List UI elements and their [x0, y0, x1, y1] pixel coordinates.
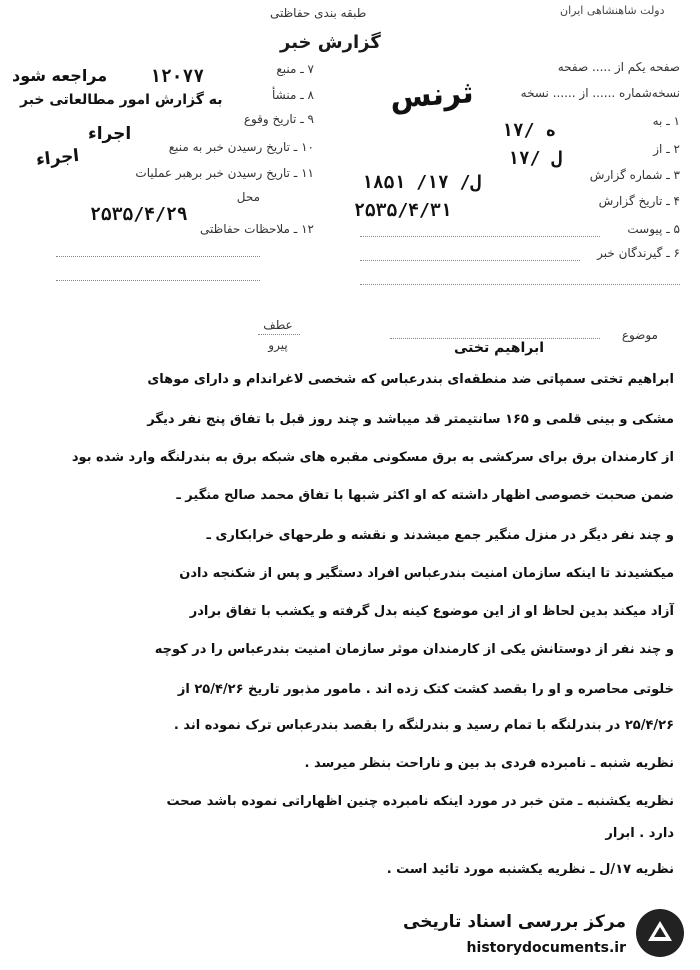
field-from-label: ۲ ـ از [653, 142, 680, 156]
date-received-leader-label: ۱۱ ـ تاریخ رسیدن خبر برهبر عملیات [135, 166, 314, 180]
report-date-label: ۴ ـ تاریخ گزارش [598, 194, 680, 208]
body-line: ۲۵/۴/۲۶ در بندرلنگه با تمام رسید و بندرلنگه را بقصد بندرعباس ترک نموده اند . [173, 718, 674, 733]
watermark-url: historydocuments.ir [466, 940, 626, 956]
source-number: ۱۲۰۷۷ [150, 66, 205, 87]
field-to-label: ۱ ـ به [652, 114, 680, 128]
watermark-title: مرکز بررسی اسناد تاریخی [403, 912, 626, 932]
archive-logo-icon [634, 907, 686, 959]
field-to-value: ۱۷/ ه [502, 120, 557, 141]
field-from-value: ۱۷/ ل [508, 148, 563, 169]
reference-label: عطف [263, 318, 293, 332]
source-label: ۷ ـ منبع [276, 62, 314, 76]
date-received-source-value: اجراء [35, 145, 81, 171]
origin-value: به گزارش امور مطالعاتی خبر [20, 92, 223, 108]
report-number-value: ل/ ۱۷/ ۱۸۵۱ [362, 172, 482, 193]
report-date-value: ۲۵۳۵/۴/۳۱ [354, 200, 452, 221]
subject-label: موضوع [621, 328, 658, 342]
copy-number-field: نسخه‌شماره ...... از ...... نسخه [520, 86, 680, 100]
source-note: مراجعه شود [12, 66, 108, 85]
document-title: گزارش خبر [280, 32, 381, 53]
body-line: مشکی و بینی قلمی و ۱۶۵ سانتیمتر قد میباشد و چند روز قبل با تفاق پنج نفر دیگر [147, 412, 674, 427]
classification-label: طبقه بندی حفاظتی [270, 6, 367, 20]
government-header: دولت شاهنشاهی ایران [560, 4, 665, 17]
occurrence-date-label: ۹ ـ تاریخ وقوع [243, 112, 314, 126]
body-line: از کارمندان برق برای سرکشی به برق مسکونی مقبره های شبکه برق به بندرلنگه وارد شده بود [71, 450, 674, 465]
security-notes-label: ۱۲ ـ ملاحظات حفاظتی [200, 222, 314, 236]
reference-value: پیرو [268, 338, 288, 352]
recipients-label: ۶ ـ گیرندگان خبر [597, 246, 680, 260]
date-received-source-label: ۱۰ ـ تاریخ رسیدن خبر به منبع [168, 140, 314, 154]
body-line: نظریه یکشنبه ـ متن خبر در مورد اینکه نامبرده چنین اظهاراتی نموده باشد صحت [166, 794, 674, 809]
body-line: ابراهیم تختی سمپاتی ضد منطقه‌ای بندرعباس که شخصی لاغراندام و دارای موهای [147, 372, 674, 387]
attachment-label: ۵ ـ پیوست [627, 222, 680, 236]
origin-label: ۸ ـ منشأ [271, 88, 314, 102]
body-line: میکشیدند تا اینکه سازمان امنیت بندرعباس افراد دستگیر و پس از شکنجه دادن [179, 566, 674, 581]
place-label: محل [236, 190, 260, 204]
subject-value: ابراهیم تختی [454, 340, 545, 356]
body-line: و چند نفر از دوستانش یکی از کارمندان موثر سازمان امنیت بندرعباس را در کوچه [154, 642, 674, 657]
handwritten-signature: ثرنس [388, 75, 475, 116]
place-date-value: ۲۵۳۵/۴/۲۹ [90, 204, 188, 225]
occurrence-date-value: اجراء [88, 124, 132, 144]
body-line: خلوتی محاصره و او را بقصد کشت کتک زده اند . مامور مذبور تاریخ ۲۵/۴/۲۶ از [177, 682, 674, 697]
body-line: و چند نفر دیگر در منزل منگیر جمع میشدند و نقشه و طرحهای خرابکاری ـ [206, 528, 674, 543]
report-number-label: ۳ ـ شماره گزارش [589, 168, 680, 182]
body-line: نظریه شنبه ـ نامبرده فردی بد بین و ناراحت بنظر میرسد . [304, 756, 674, 771]
page-field: صفحه یکم از ..... صفحه [557, 60, 680, 74]
body-line: دارد . ابرار [605, 826, 674, 841]
body-line: آزاد میکند بدین لحاظ او از این موضوع کینه بدل گرفته و یکشب با تفاق برادر [189, 604, 674, 619]
body-line: ضمن صحبت خصوصی اظهار داشته که او اکثر شبها با تفاق محمد صالح منگیر ـ [176, 488, 674, 503]
body-line: نظریه ۱۷/ل ـ نظریه یکشنبه مورد تائید است . [386, 862, 674, 877]
